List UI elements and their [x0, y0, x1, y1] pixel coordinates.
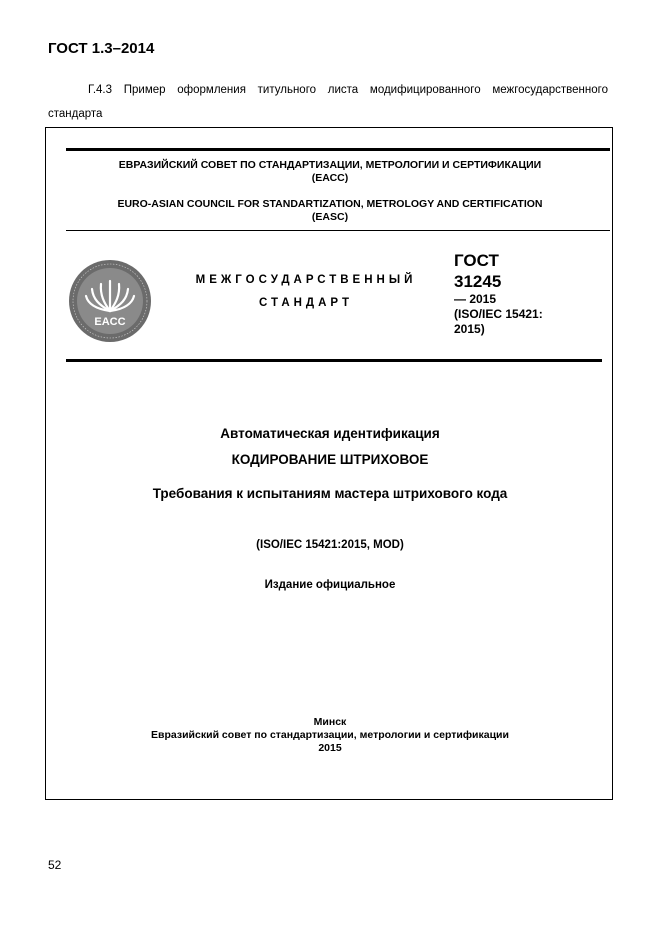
- interstate-line2: СТАНДАРТ: [259, 297, 353, 309]
- council-ru-line2: (ЕАСС): [311, 172, 349, 184]
- edition-label: Издание официальное: [264, 579, 396, 591]
- gost-year: — 2015: [454, 292, 497, 306]
- council-ru: [66, 159, 594, 185]
- publisher-year: 2015: [318, 742, 342, 754]
- gost-iso-line1: (ISO/IEC 15421:: [454, 307, 543, 321]
- eacc-emblem-icon: [68, 259, 152, 343]
- gost-designation: [454, 250, 584, 337]
- publisher-name: Евразийский совет по стандартизации, метрологии и сертификации: [151, 729, 509, 741]
- publisher-city: Минск: [313, 716, 347, 728]
- publisher-block: [66, 716, 594, 755]
- title-line2: КОДИРОВАНИЕ ШТРИХОВОЕ: [231, 452, 429, 467]
- bottom-thick-rule: [66, 359, 602, 362]
- gost-number: 31245: [454, 272, 502, 291]
- gost-label: ГОСТ: [454, 251, 499, 270]
- council-divider-rule: [66, 230, 610, 231]
- page-number: 52: [48, 858, 62, 872]
- council-en-line1: EURO-ASIAN COUNCIL FOR STANDARTIZATION, METROLOGY AND CERTIFICATION: [117, 198, 543, 210]
- title-page-frame: [45, 127, 613, 800]
- gost-iso-line2: 2015): [454, 322, 485, 336]
- intro-paragraph: Г.4.3 Пример оформления титульного листа модифицированного межгосударственного стандарта: [48, 84, 608, 120]
- iso-reference: (ISO/IEC 15421:2015, MOD): [256, 539, 404, 551]
- page-header-doc-id: ГОСТ 1.3–2014: [48, 40, 155, 57]
- emblem-label: EACC: [94, 316, 126, 328]
- top-thick-rule: [66, 148, 610, 151]
- council-ru-line1: ЕВРАЗИЙСКИЙ СОВЕТ ПО СТАНДАРТИЗАЦИИ, МЕТРОЛОГИИ И СЕРТИФИКАЦИИ: [118, 159, 542, 171]
- title-line1: Автоматическая идентификация: [220, 426, 440, 441]
- council-en: [66, 198, 594, 224]
- title-line3: Требования к испытаниям мастера штрихового кода: [152, 486, 508, 501]
- interstate-line1: МЕЖГОСУДАРСТВЕННЫЙ: [195, 274, 417, 286]
- council-en-line2: (EASC): [311, 211, 349, 223]
